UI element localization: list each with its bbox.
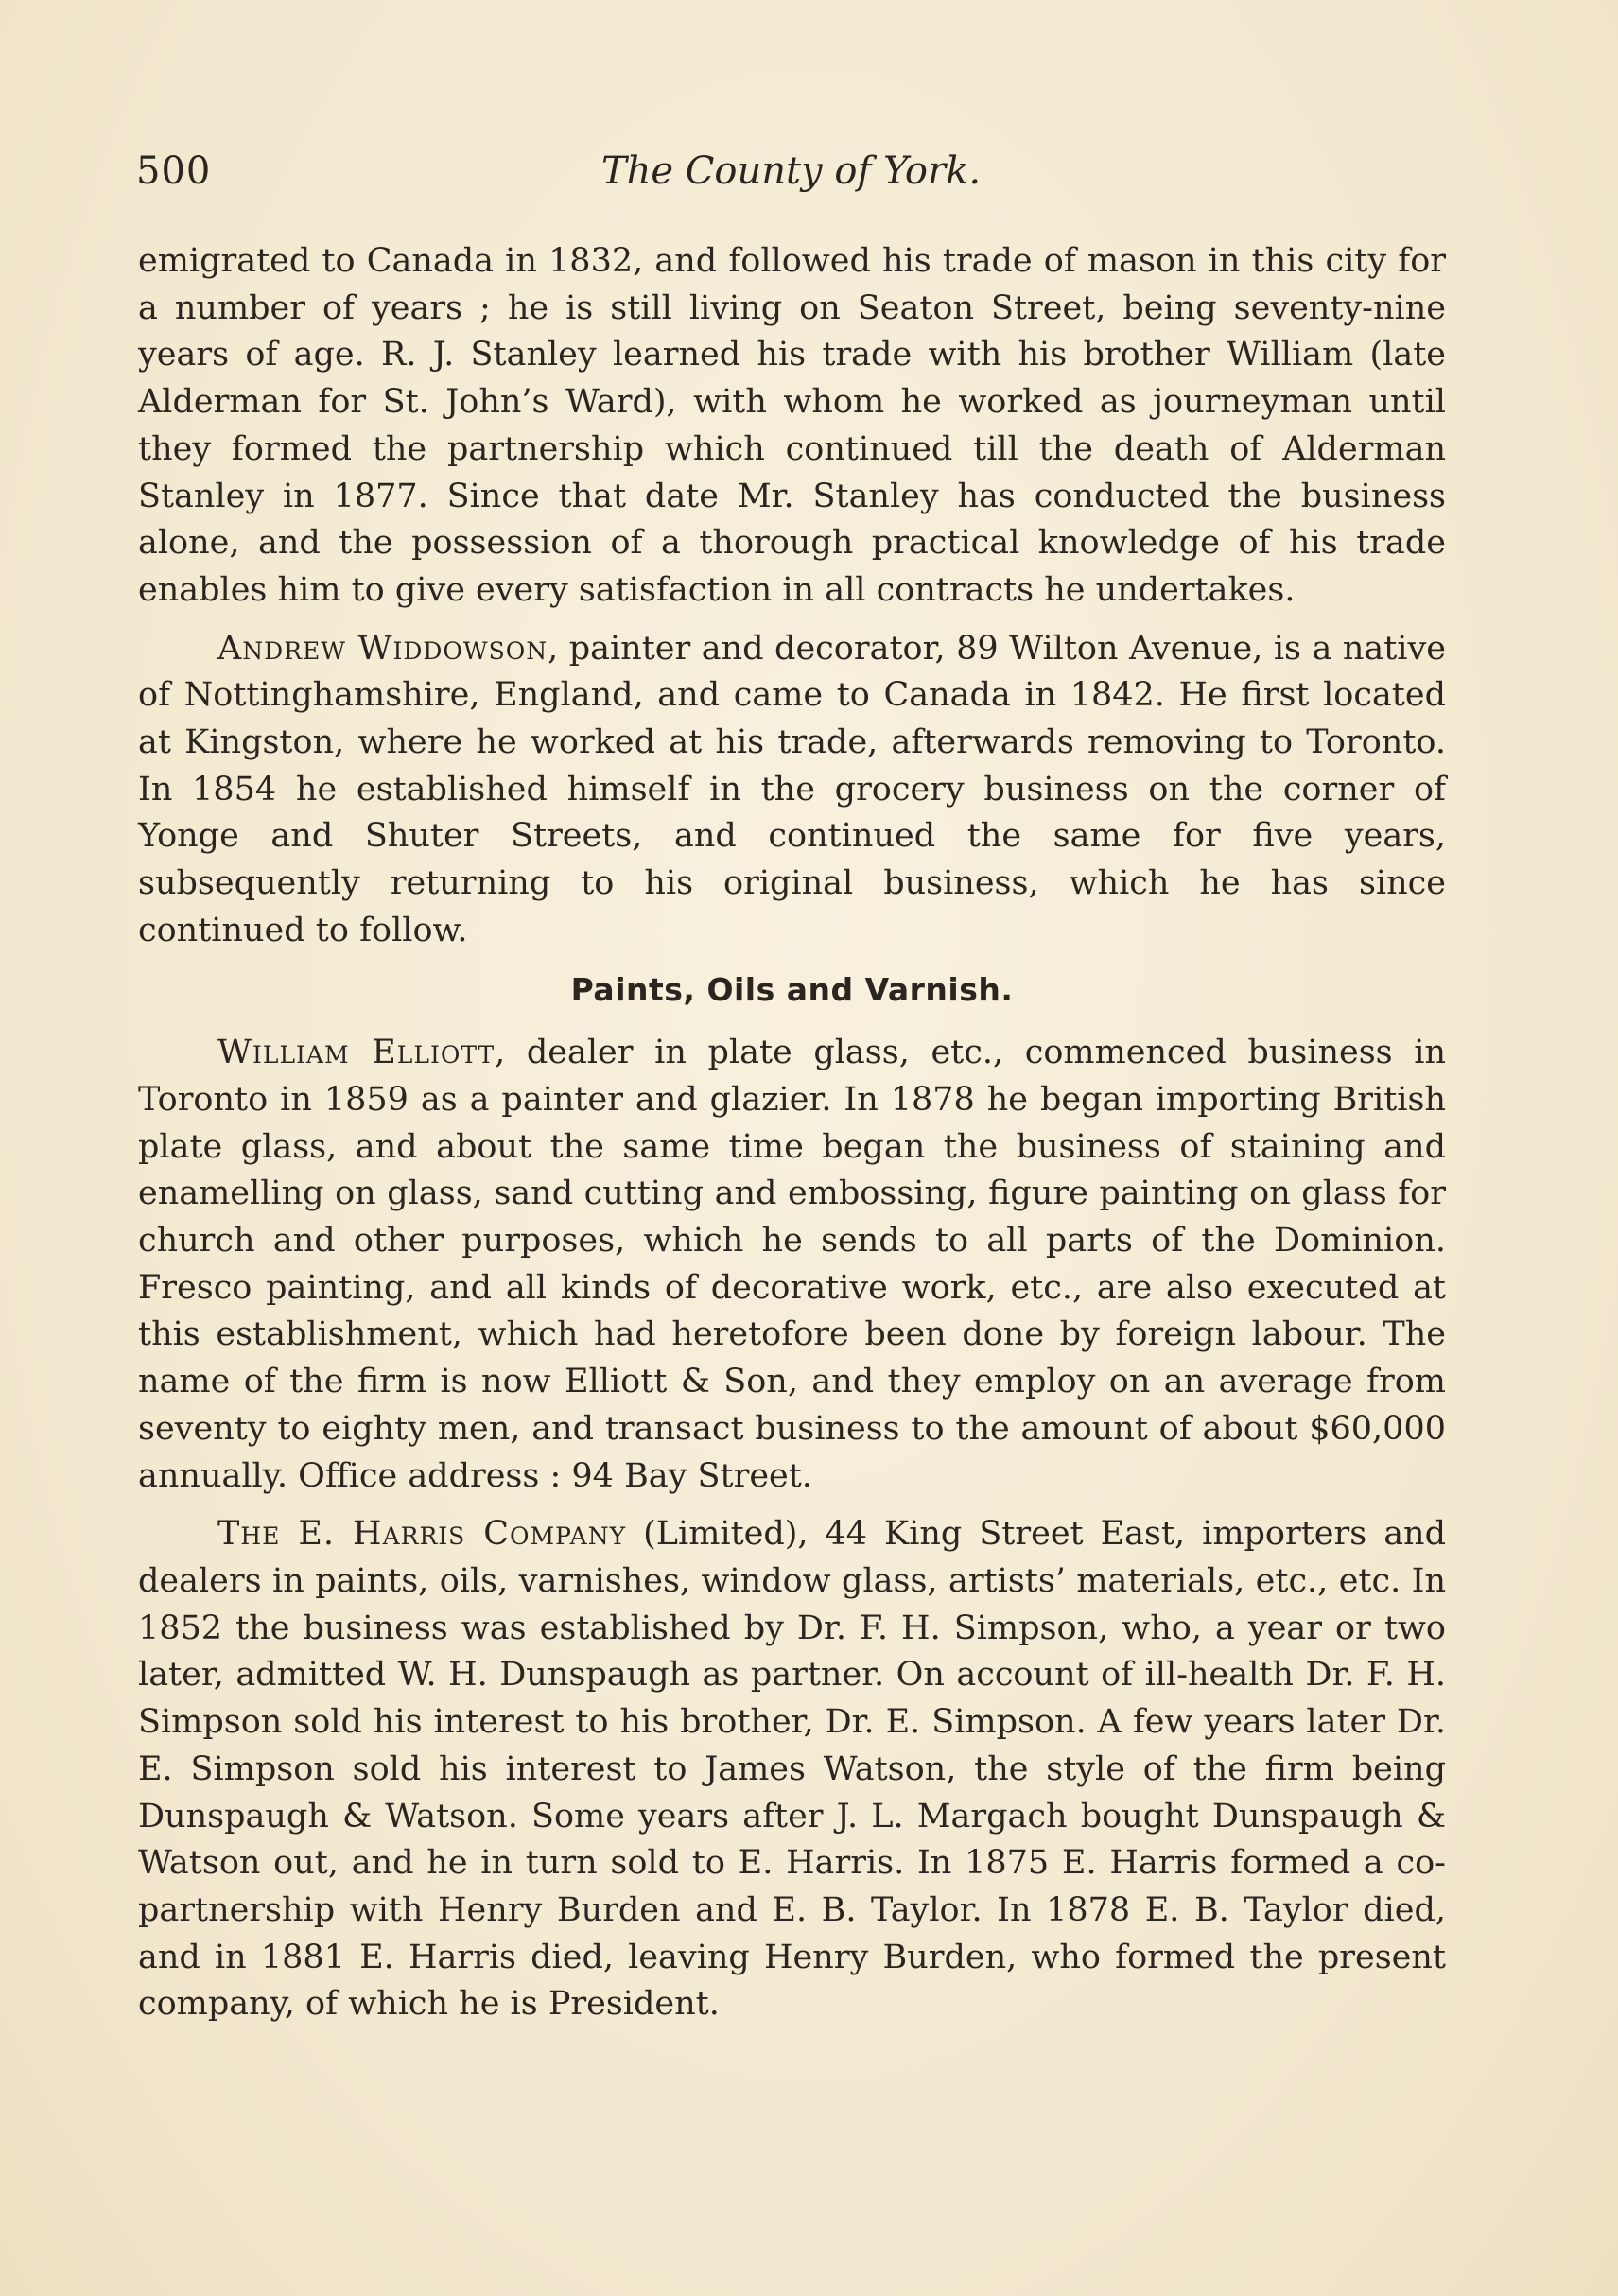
paragraph-harris [138,1511,1446,2028]
entry-text-widdowson: , painter and decorator, 89 Wilton Avenue, is a native of Nottinghamshire, England, and came to Canada in 1842. He first located at Kingston, where he worked at his trade, afterwards removing to Toronto. In 1854 he established himself in the grocery business on the corner of Yonge and Shuter Streets, and continued the same for five years, subsequently returning to his original business, which he has since continued to follow. [138,629,1446,949]
paragraph-widdowson [138,626,1446,955]
body-text [138,238,1446,2040]
section-heading: Paints, Oils and Varnish. [570,970,1014,1008]
entry-text-harris: (Limited), 44 King Street East, importers and dealers in paints, oils, varnishes, window glass, artists’ materials, etc., etc. In 1852 the business was established by Dr. F. H. Simpson, who, a year or two later, admitted W. H. Dunspaugh as partner. On account of ill-health Dr. F. H. Simpson sold his interest to his brother, Dr. E. Simpson. A few years later Dr. E. Simpson sold his interest to James Watson, the style of the firm being Dunspaugh & Watson. Some years after J. L. Margach bought Dunspaugh & Watson out, and he in turn sold to E. Harris. In 1875 E. Harris formed a co-partnership with Henry Burden and E. B. Taylor. In 1878 E. B. Taylor died, and in 1881 E. Harris died, leaving Henry Burden, who formed the present company, of which he is President. [138,1515,1447,2024]
entry-name-elliott: William Elliott [217,1034,496,1072]
entry-name-harris: The E. Harris Company [217,1515,627,1554]
page-header [136,149,1446,206]
entry-name-widdowson: Andrew Widdowson [217,629,548,668]
page-number: 500 [136,149,212,193]
running-title: The County of York. [600,149,982,193]
paragraph-stanley-continuation: emigrated to Canada in 1832, and followed his trade of mason in this city for a number of years ; he is still living on Seaton Street, being seventy-nine years of age. R. J. Stanley learned his trade with his brother William (late Alderman for St. John’s Ward), with whom he worked as journeyman until they formed the partnership which continued till the death of Alderman Stanley in 1877. Since that date Mr. Stanley has conducted the business alone, and the possession of a thorough practical knowledge of his trade enables him to give every satisfaction in all contracts he undertakes. [138,242,1446,609]
paragraph-elliott [138,1030,1446,1500]
entry-text-elliott: , dealer in plate glass, etc., commenced business in Toronto in 1859 as a painter and glazier. In 1878 he began importing British plate glass, and about the same time began the business of staining and enamelling on glass, sand cutting and embossing, figure painting on glass for church and other purposes, which he sends to all parts of the Dominion. Fresco painting, and all kinds of decorative work, etc., are also executed at this establishment, which had heretofore been done by foreign labour. The name of the firm is now Elliott & Son, and they employ on an average from seventy to eighty men, and transact business to the amount of about $60,000 annually. Office address : 94 Bay Street. [138,1034,1446,1495]
